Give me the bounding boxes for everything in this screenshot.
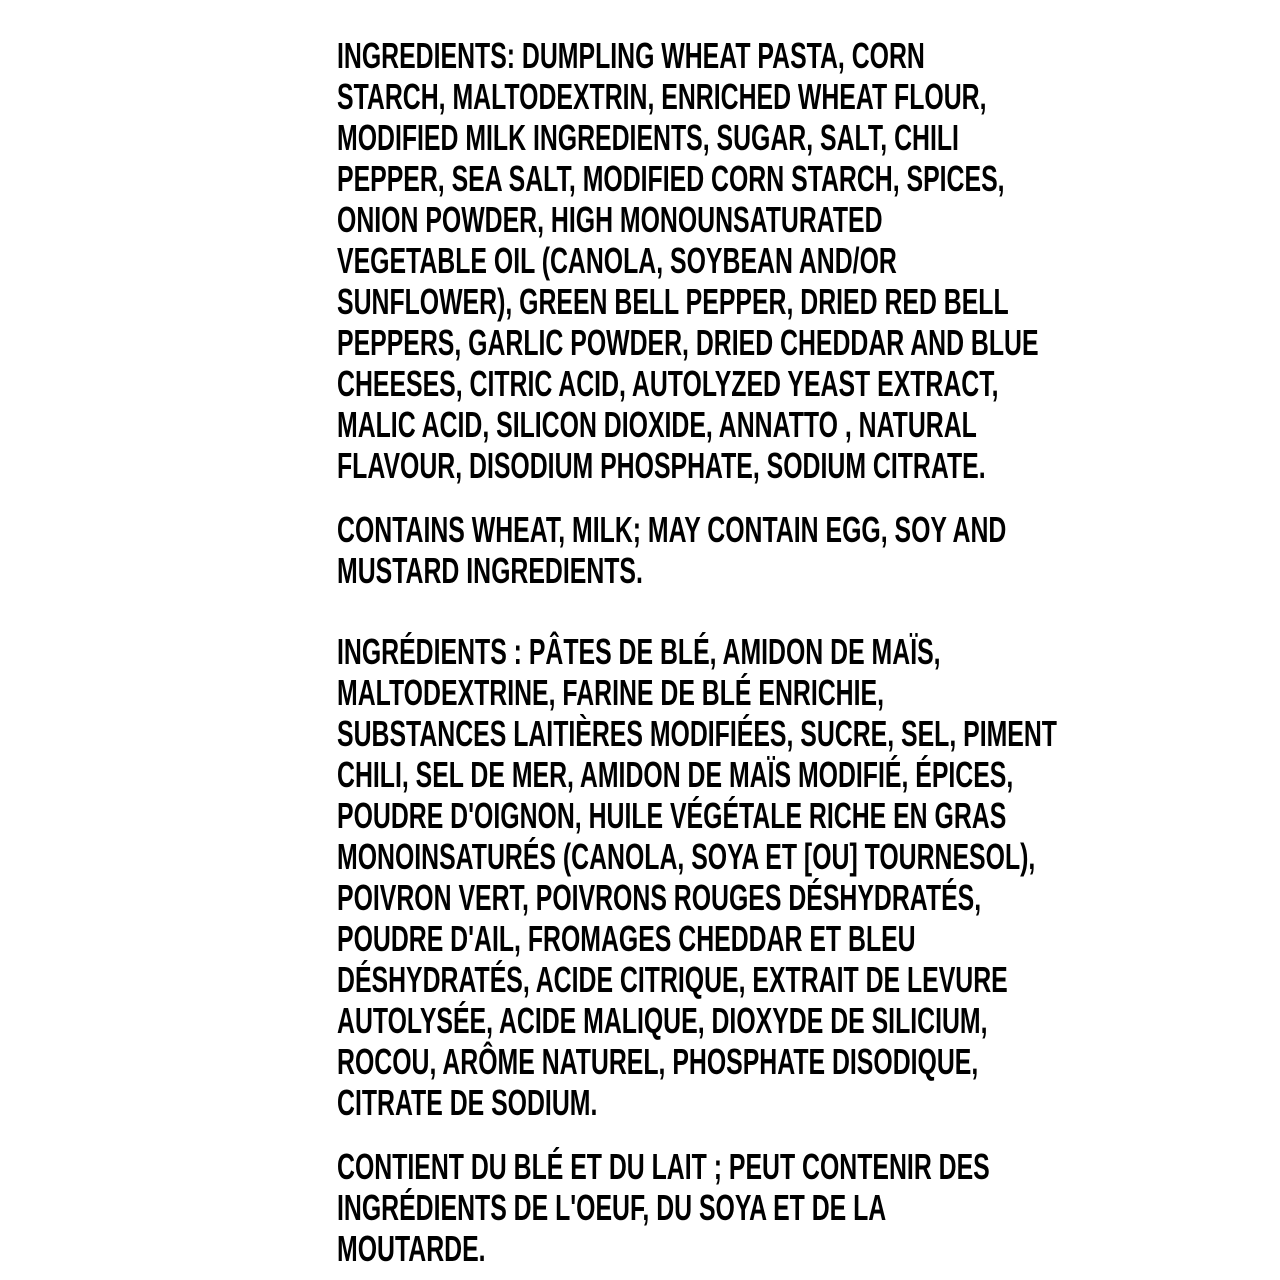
french-ingredients-line: POUDRE D'AIL, FROMAGES CHEDDAR ET BLEU (337, 918, 916, 959)
english-ingredients-line: PEPPERS, GARLIC POWDER, DRIED CHEDDAR AND BLUE (337, 322, 1039, 363)
english-allergen-line: CONTAINS WHEAT, MILK; MAY CONTAIN EGG, SOY AND (337, 509, 1007, 550)
french-allergen-line: CONTIENT DU BLÉ ET DU LAIT ; PEUT CONTENIR DES (337, 1146, 990, 1187)
english-allergen-line: MUSTARD INGREDIENTS. (337, 550, 643, 591)
french-ingredients-line: INGRÉDIENTS : PÂTES DE BLÉ, AMIDON DE MAÏS, (337, 631, 941, 672)
french-ingredients-line: AUTOLYSÉE, ACIDE MALIQUE, DIOXYDE DE SILICIUM, (337, 1000, 988, 1041)
english-ingredients-line: FLAVOUR, DISODIUM PHOSPHATE, SODIUM CITRATE. (337, 445, 986, 486)
english-ingredients-line: VEGETABLE OIL (CANOLA, SOYBEAN AND/OR (337, 240, 897, 281)
french-ingredients-line: CHILI, SEL DE MER, AMIDON DE MAÏS MODIFIÉ, ÉPICES, (337, 754, 1014, 795)
french-ingredients-line: SUBSTANCES LAITIÈRES MODIFIÉES, SUCRE, SEL, PIMENT (337, 713, 1057, 754)
french-allergen-line: MOUTARDE. (337, 1228, 486, 1269)
english-ingredients-line: CHEESES, CITRIC ACID, AUTOLYZED YEAST EXTRACT, (337, 363, 999, 404)
english-ingredients-line: INGREDIENTS: DUMPLING WHEAT PASTA, CORN (337, 35, 925, 76)
french-ingredients-line: MALTODEXTRINE, FARINE DE BLÉ ENRICHIE, (337, 672, 884, 713)
french-ingredients-line: MONOINSATURÉS (CANOLA, SOYA ET [OU] TOURNESOL), (337, 836, 1036, 877)
english-ingredients-line: ONION POWDER, HIGH MONOUNSATURATED (337, 199, 883, 240)
french-ingredients-line: CITRATE DE SODIUM. (337, 1082, 598, 1123)
french-ingredients-line: POIVRON VERT, POIVRONS ROUGES DÉSHYDRATÉS, (337, 877, 982, 918)
french-allergen-line: INGRÉDIENTS DE L'OEUF, DU SOYA ET DE LA (337, 1187, 887, 1228)
ingredients-label (337, 0, 1057, 1280)
french-ingredients-line: DÉSHYDRATÉS, ACIDE CITRIQUE, EXTRAIT DE LEVURE (337, 959, 1008, 1000)
french-ingredients-line: ROCOU, ARÔME NATUREL, PHOSPHATE DISODIQUE, (337, 1041, 979, 1082)
english-ingredients-line: MODIFIED MILK INGREDIENTS, SUGAR, SALT, CHILI (337, 117, 959, 158)
french-ingredients-line: POUDRE D'OIGNON, HUILE VÉGÉTALE RICHE EN GRAS (337, 795, 1007, 836)
english-ingredients-line: PEPPER, SEA SALT, MODIFIED CORN STARCH, SPICES, (337, 158, 1005, 199)
english-ingredients-line: STARCH, MALTODEXTRIN, ENRICHED WHEAT FLOUR, (337, 76, 987, 117)
english-ingredients-line: SUNFLOWER), GREEN BELL PEPPER, DRIED RED BELL (337, 281, 1009, 322)
english-ingredients-line: MALIC ACID, SILICON DIOXIDE, ANNATTO , NATURAL (337, 404, 977, 445)
